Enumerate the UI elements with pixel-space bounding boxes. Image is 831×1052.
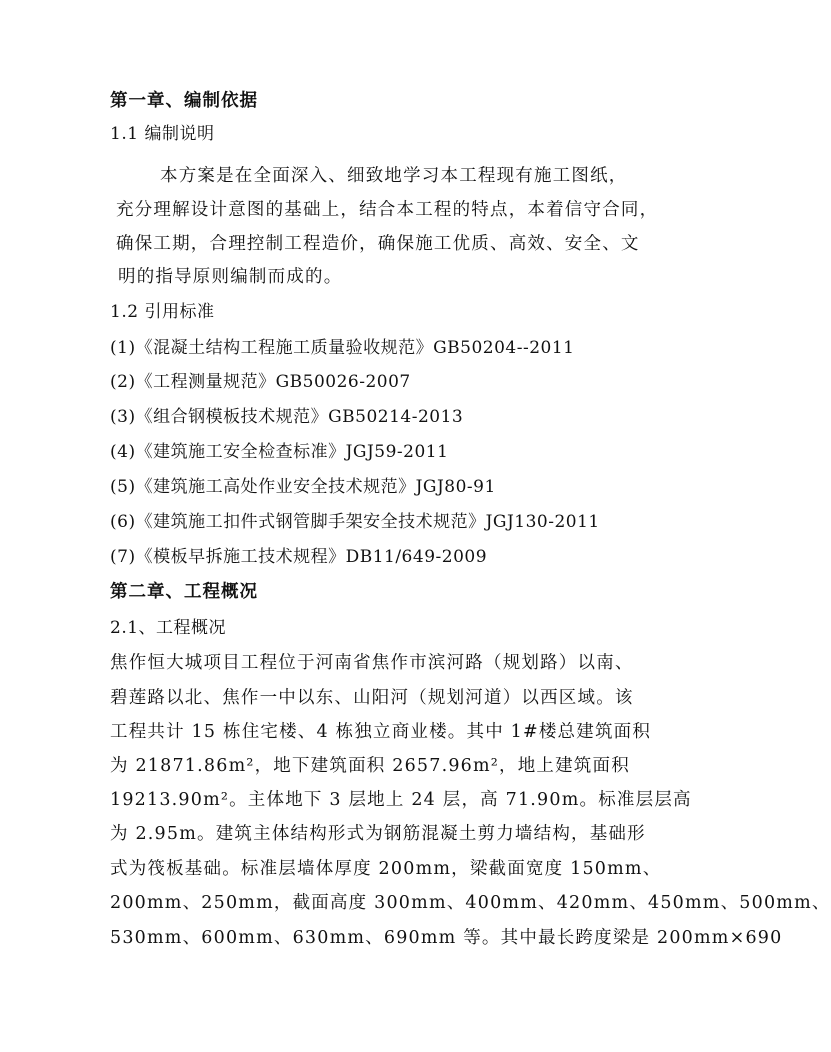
standard-item-5: (5)《建筑施工高处作业安全技术规范》JGJ80-91 [110,477,496,497]
paragraph-2-1-line-8: 200mm、250mm，截面高度 300mm、400mm、420mm、450mm、500mm、 [110,893,831,913]
paragraph-1-1-line-3: 确保工期，合理控制工程造价，确保施工优质、高效、安全、文 [116,234,640,254]
chapter-2-title: 第二章、工程概况 [110,582,258,602]
paragraph-2-1-line-6: 为 2.95m。建筑主体结构形式为钢筋混凝土剪力墙结构，基础形 [110,824,646,844]
paragraph-1-1-line-2: 充分理解设计意图的基础上，结合本工程的特点，本着信守合同， [116,200,659,220]
standard-item-3: (3)《组合钢模板技术规范》GB50214-2013 [110,407,464,427]
standard-item-7: (7)《模板早拆施工技术规程》DB11/649-2009 [110,547,488,567]
paragraph-2-1-line-7: 式为筏板基础。标准层墙体厚度 200mm，梁截面宽度 150mm、 [110,859,662,879]
standard-item-4: (4)《建筑施工安全检查标准》JGJ59-2011 [110,442,449,462]
paragraph-1-1-line-1: 本方案是在全面深入、细致地学习本工程现有施工图纸， [160,166,628,186]
standard-item-1: (1)《混凝土结构工程施工质量验收规范》GB50204--2011 [110,338,575,358]
standard-item-6: (6)《建筑施工扣件式钢管脚手架安全技术规范》JGJ130-2011 [110,512,600,532]
section-2-1-heading: 2.1、工程概况 [110,618,227,638]
paragraph-2-1-line-5: 19213.90m²。主体地下 3 层地上 24 层，高 71.90m。标准层层高 [110,790,692,810]
section-1-2-heading: 1.2 引用标准 [110,302,215,322]
paragraph-2-1-line-4: 为 21871.86m²，地下建筑面积 2657.96m²，地上建筑面积 [110,756,630,776]
paragraph-1-1-line-4: 明的指导原则编制而成的。 [118,267,343,287]
paragraph-2-1-line-2: 碧莲路以北、焦作一中以东、山阳河（规划河道）以西区域。该 [110,688,634,708]
paragraph-2-1-line-1: 焦作恒大城项目工程位于河南省焦作市滨河路（规划路）以南、 [110,653,634,673]
paragraph-2-1-line-3: 工程共计 15 栋住宅楼、4 栋独立商业楼。其中 1#楼总建筑面积 [110,722,652,742]
paragraph-2-1-line-9: 530mm、600mm、630mm、690mm 等。其中最长跨度梁是 200mm×690 [110,928,783,948]
standard-item-2: (2)《工程测量规范》GB50026-2007 [110,372,411,392]
section-1-1-heading: 1.1 编制说明 [110,124,215,144]
chapter-1-title: 第一章、编制依据 [110,91,258,111]
